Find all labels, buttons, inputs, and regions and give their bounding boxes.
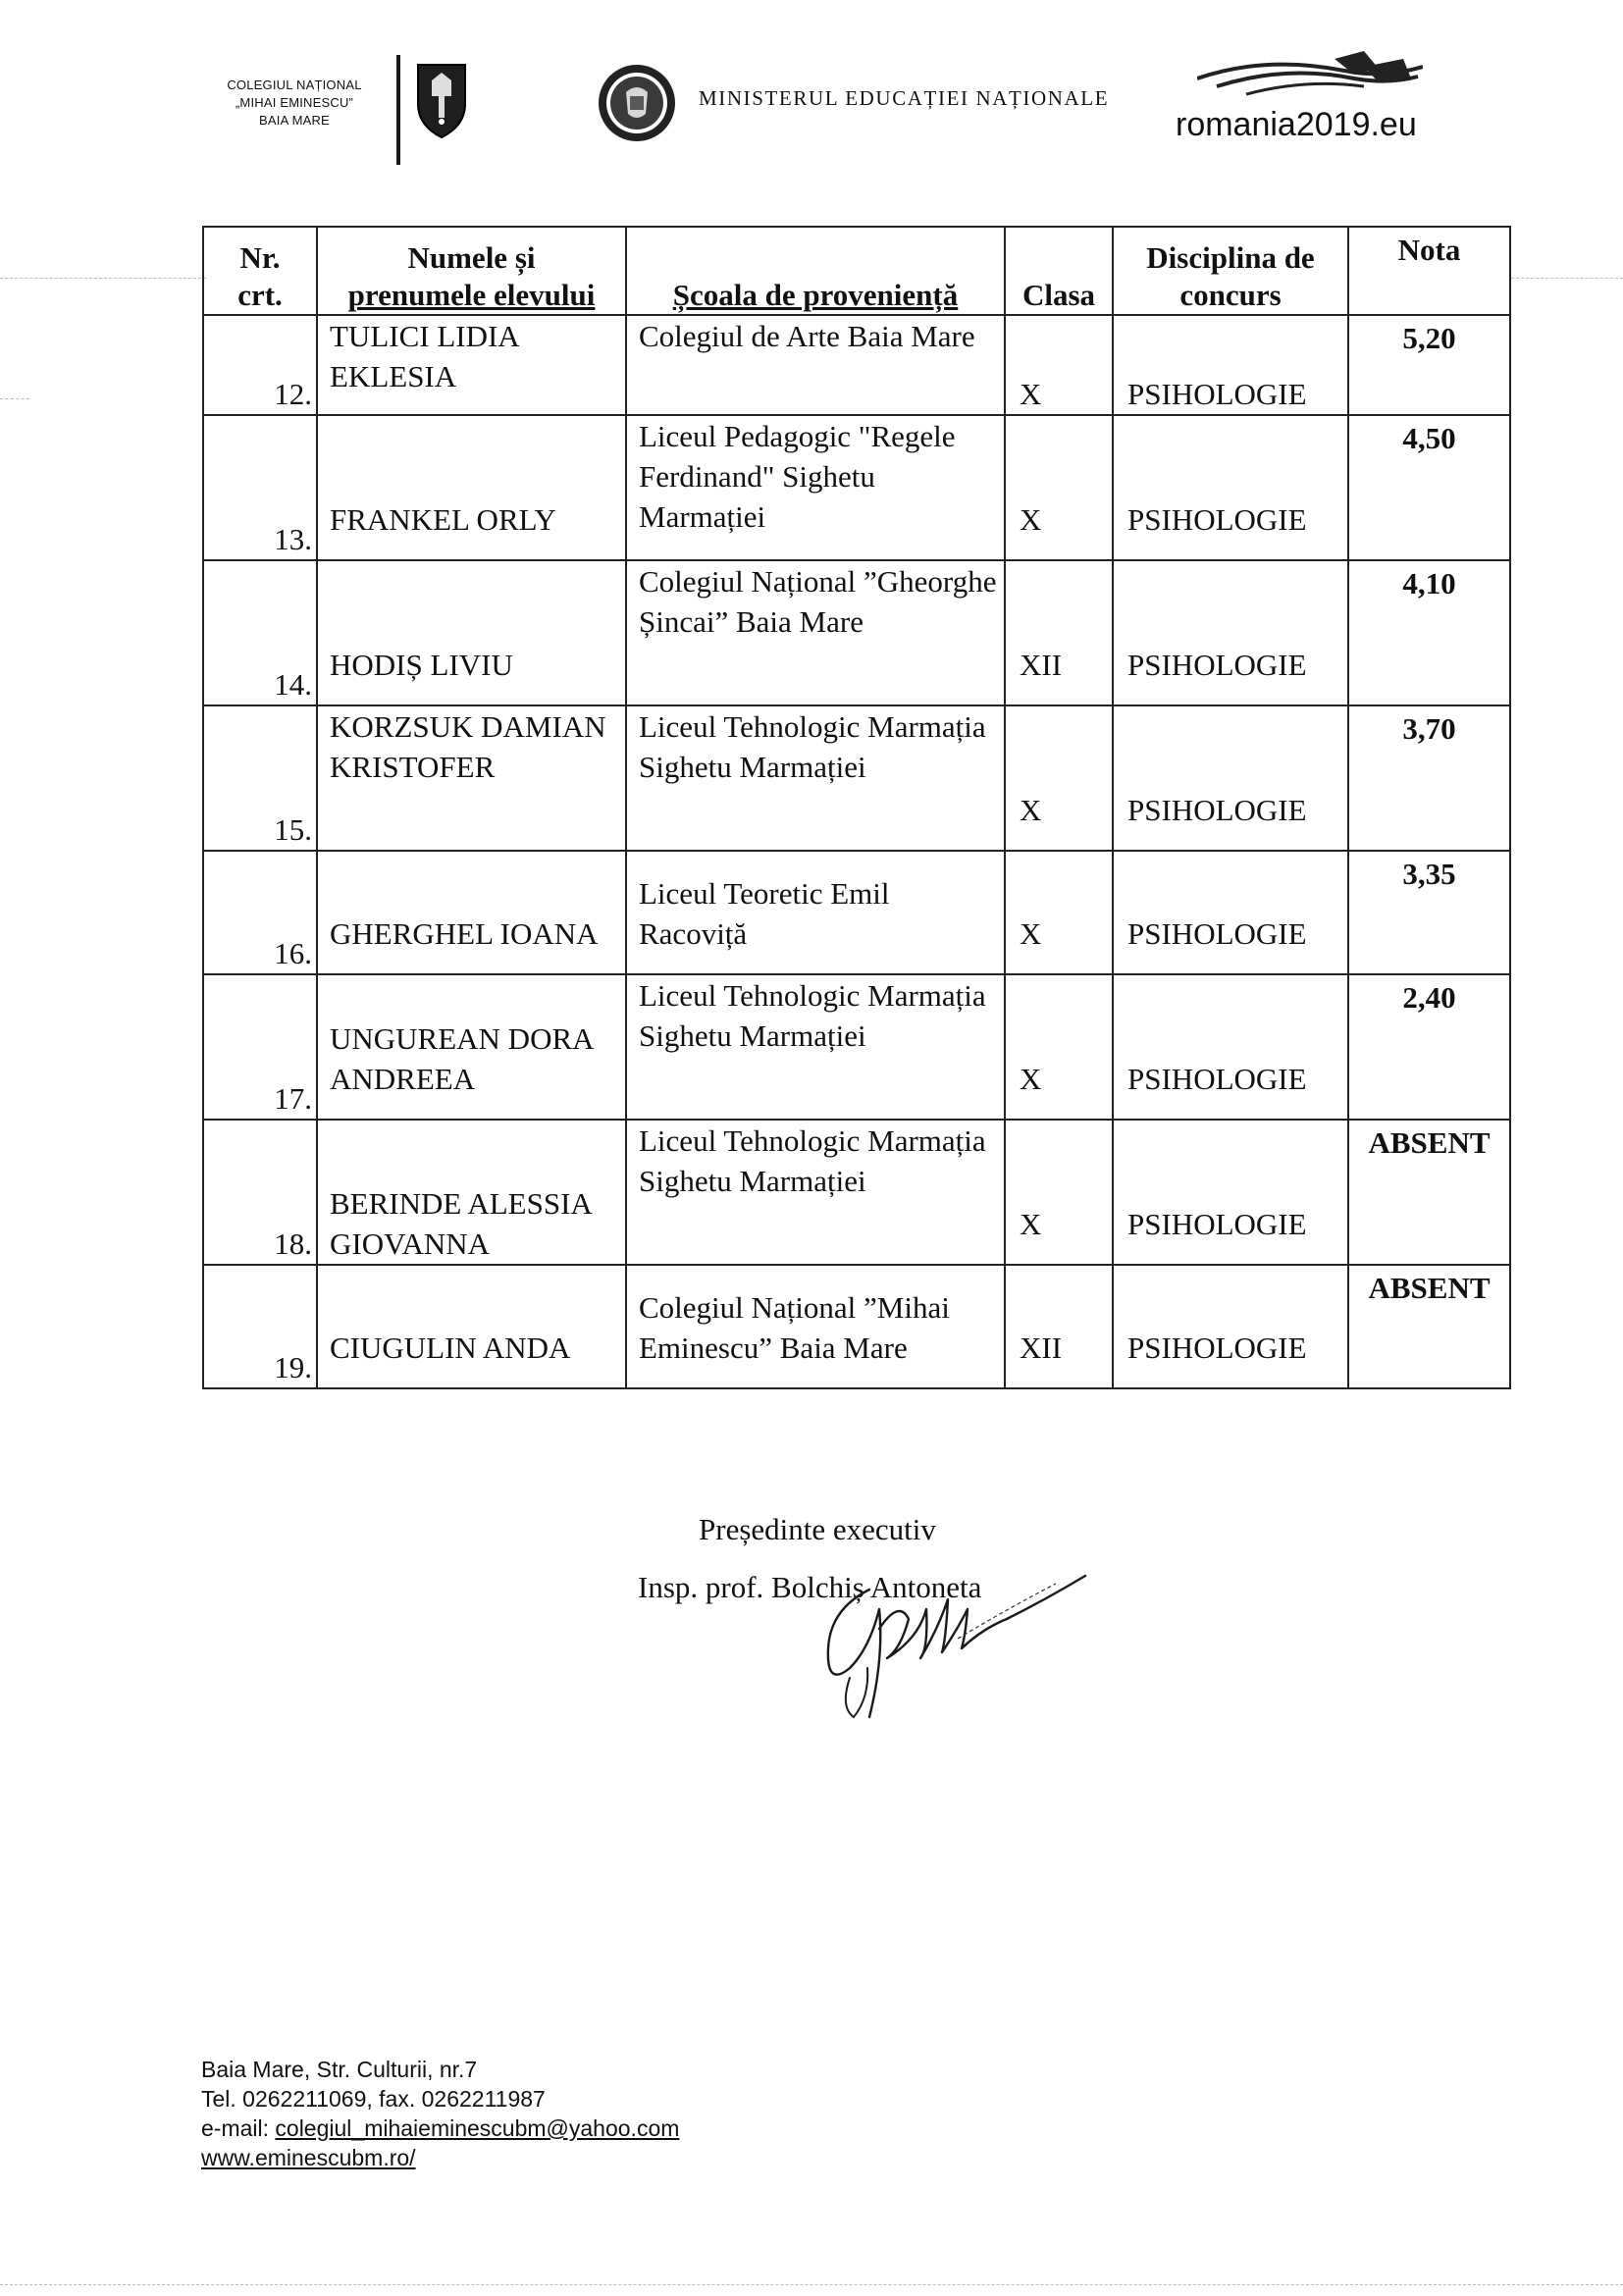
footer-email-link[interactable]: colegiul_mihaieminescubm@yahoo.com [275,2115,680,2141]
signatory-name: Insp. prof. Bolchiș Antoneta [638,1570,982,1604]
class-level: XII [1005,560,1113,705]
class-level: X [1005,415,1113,560]
header-nr-line2: crt. [237,278,283,312]
header-class-label: Clasa [1021,278,1096,312]
header-discipline-line2: concurs [1179,278,1282,312]
student-name: HODIȘ LIVIU [317,560,626,705]
header-discipline [1113,227,1348,315]
school-name-header [196,77,393,130]
row-number: 15. [203,705,317,851]
school-of-origin: Colegiul Național ”Mihai Eminescu” Baia Mare [626,1265,1005,1388]
class-level: X [1005,705,1113,851]
row-number: 13. [203,415,317,560]
school-name-line3: BAIA MARE [259,113,330,128]
student-name: GHERGHEL IOANA [317,851,626,974]
discipline: PSIHOLOGIE [1113,974,1348,1120]
class-level: X [1005,315,1113,415]
table-row [203,315,1510,415]
header-name-line2: prenumele elevului [347,278,596,312]
school-of-origin: Liceul Tehnologic Marmația Sighetu Marmației [626,974,1005,1120]
footer-contact [201,2055,679,2172]
row-number: 14. [203,560,317,705]
footer-email-prefix: e-mail: [201,2115,276,2141]
table-row [203,1120,1510,1265]
scan-noise-line [1511,278,1623,279]
ministry-title: MINISTERUL EDUCAȚIEI NAȚIONALE [699,86,1110,110]
table-header-row [203,227,1510,315]
table-row [203,705,1510,851]
table-row [203,560,1510,705]
discipline: PSIHOLOGIE [1113,315,1348,415]
header-school [626,227,1005,315]
grade: ABSENT [1348,1120,1510,1265]
school-of-origin: Liceul Pedagogic "Regele Ferdinand" Sighetu Marmației [626,415,1005,560]
grade: 5,20 [1348,315,1510,415]
class-level: XII [1005,1265,1113,1388]
signatory-role: Președinte executiv [699,1512,936,1546]
row-number: 16. [203,851,317,974]
school-of-origin: Colegiul de Arte Baia Mare [626,315,1005,415]
row-number: 17. [203,974,317,1120]
school-name-line2: „MIHAI EMINESCU” [235,95,354,110]
table-row [203,851,1510,974]
handwritten-signature-icon [811,1570,1105,1742]
class-level: X [1005,851,1113,974]
school-name-line1: COLEGIUL NAȚIONAL [227,78,362,92]
header-school-label: Școala de proveniență [672,278,959,312]
header-nr-line1: Nr. [239,240,281,275]
header-class [1005,227,1113,315]
grade: 3,35 [1348,851,1510,974]
table-row [203,415,1510,560]
grade: 4,50 [1348,415,1510,560]
grade: 2,40 [1348,974,1510,1120]
discipline: PSIHOLOGIE [1113,415,1348,560]
grade: 4,10 [1348,560,1510,705]
discipline: PSIHOLOGIE [1113,851,1348,974]
discipline: PSIHOLOGIE [1113,1120,1348,1265]
header-divider [396,55,400,165]
table-row [203,974,1510,1120]
grade: 3,70 [1348,705,1510,851]
footer-email-line [201,2113,679,2143]
student-name: TULICI LIDIA EKLESIA [317,315,626,415]
footer-address: Baia Mare, Str. Culturii, nr.7 [201,2057,478,2082]
scan-noise-line [0,2284,1623,2285]
discipline: PSIHOLOGIE [1113,705,1348,851]
header-name-line1: Numele și [407,240,536,275]
row-number: 12. [203,315,317,415]
header-discipline-line1: Disciplina de [1146,240,1315,275]
scan-noise-line [0,278,206,279]
class-level: X [1005,1120,1113,1265]
results-table [202,226,1511,1389]
school-of-origin: Colegiul Național ”Gheorghe Șincai” Baia Mare [626,560,1005,705]
ministry-seal-icon [597,63,677,148]
table-row [203,1265,1510,1388]
class-level: X [1005,974,1113,1120]
header-grade [1348,227,1510,315]
grade: ABSENT [1348,1265,1510,1388]
header-name [317,227,626,315]
student-name: FRANKEL ORLY [317,415,626,560]
scan-noise-line [0,398,29,399]
student-name: BERINDE ALESSIA GIOVANNA [317,1120,626,1265]
row-number: 18. [203,1120,317,1265]
eu-presidency-site: romania2019.eu [1176,106,1417,143]
school-of-origin: Liceul Tehnologic Marmația Sighetu Marmației [626,705,1005,851]
header-grade-label: Nota [1397,233,1461,267]
header-nr [203,227,317,315]
footer-website-link[interactable]: www.eminescubm.ro/ [201,2145,416,2170]
student-name: KORZSUK DAMIAN KRISTOFER [317,705,626,851]
student-name: CIUGULIN ANDA [317,1265,626,1388]
footer-phone: Tel. 0262211069, fax. 0262211987 [201,2086,546,2112]
romania2019-flag-logo-icon [1197,49,1423,113]
row-number: 19. [203,1265,317,1388]
school-of-origin: Liceul Teoretic Emil Racoviță [626,851,1005,974]
discipline: PSIHOLOGIE [1113,1265,1348,1388]
discipline: PSIHOLOGIE [1113,560,1348,705]
school-crest-icon [414,61,469,144]
student-name: UNGUREAN DORA ANDREEA [317,974,626,1120]
school-of-origin: Liceul Tehnologic Marmația Sighetu Marmației [626,1120,1005,1265]
